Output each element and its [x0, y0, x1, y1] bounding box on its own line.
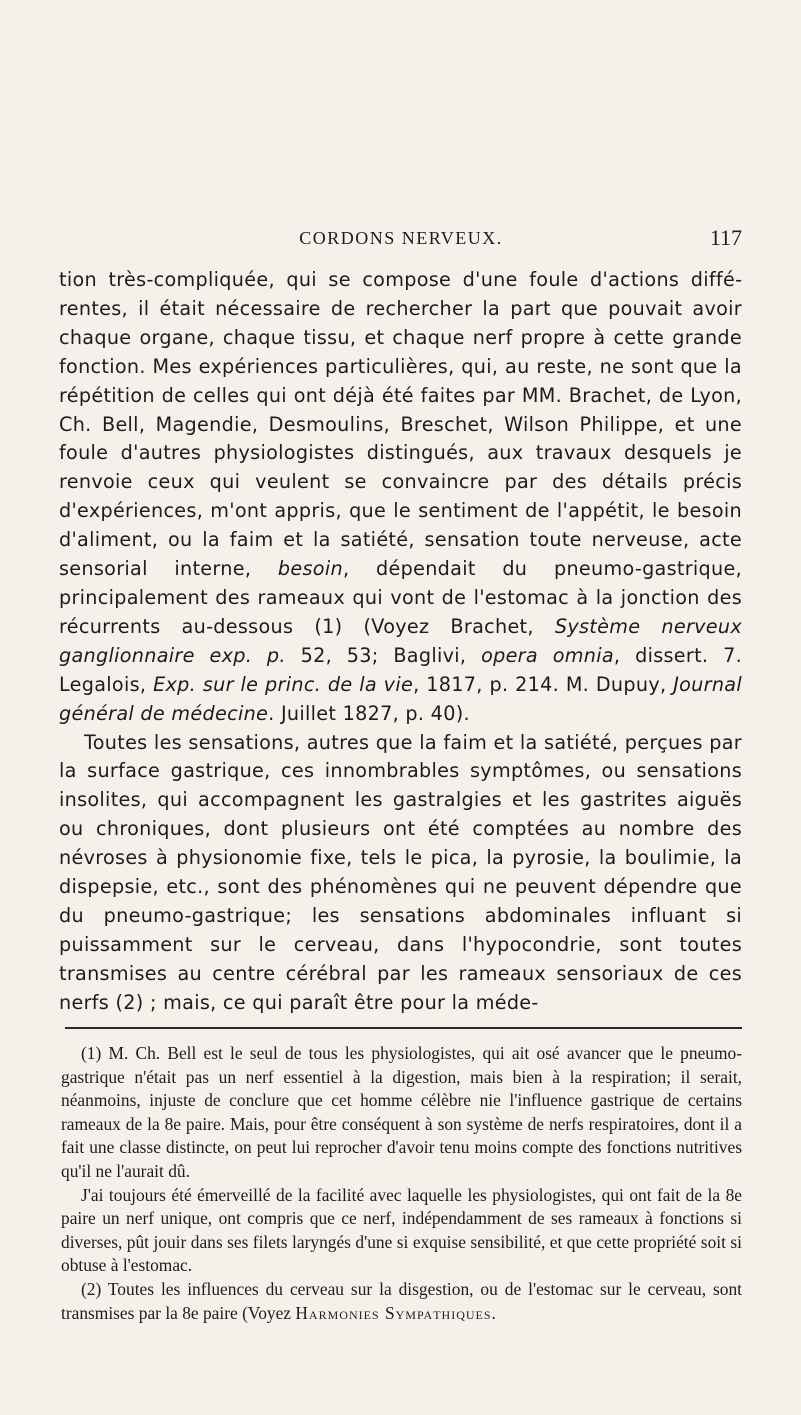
italic-title: Exp. sur le princ. de la vie	[153, 672, 414, 696]
italic-title: opera omnia	[481, 643, 614, 667]
text-run: .	[491, 1302, 496, 1323]
footnote-1-continued: J'ai toujours été émerveillé de la facilité avec laquelle les physiologistes, qui ont fait de la 8e paire un nerf unique, ont compris que ce nerf, indépendamment de ses rameaux à fonctions si diverses, pût jouir dans ses filets laryngés d'une si exquise sensibilité, et que cette propriété soit si obtuse à l'estomac.	[61, 1184, 742, 1276]
text-run: 52, 53; Baglivi,	[285, 643, 482, 667]
footnotes	[61, 1042, 742, 1325]
text-run: , dépendait du pneumo-gastrique, principalement des rameaux qui vont de l'estomac à la jonction des récurrents au-dessous (1) (Voyez Brachet,	[59, 557, 742, 638]
paragraph-1	[59, 266, 742, 729]
page-header	[60, 225, 742, 258]
footnote-1: (1) M. Ch. Bell est le seul de tous les physiologistes, qui ait osé avancer que le pneumo-gastrique n'était pas un nerf essentiel à la digestion, mais bien à la respiration; il serait, néanmoins, injuste de conclure que cet homme célèbre nie l'influence gastrique de certains rameaux de la 8e paire. Mais, pour être conséquent à son système de nerfs respiratoires, dont il a fait une classe distincte, on peut lui reprocher d'avoir tenu moins compte des fonctions nutritives qu'il ne l'aurait dû.	[61, 1043, 742, 1181]
footnote-rule	[65, 1027, 742, 1029]
page-number: 117	[709, 225, 742, 250]
italic-title: Système nerveux ganglionnaire exp. p.	[59, 614, 743, 667]
footnote-2	[61, 1278, 742, 1325]
italic-title: Journal général de médecine	[59, 672, 742, 725]
paragraph-2: Toutes les sensations, autres que la faim et la satiété, perçues par la surface gastrique, ces innombrables symptômes, ou sensations insolites, qui accompagnent les gastralgies et les gastrites aiguës ou chroniques, dont plusieurs ont été comptées au nombre des névroses à physionomie fixe, tels le pica, la pyrosie, la boulimie, la dispepsie, etc., sont des phénomènes qui ne peuvent dépendre que du pneumo-gastrique; les sensations abdominales influant si puissamment sur le cerveau, dans l'hypocondrie, sont toutes transmises au centre cérébral par les rameaux sensoriaux de ces nerfs (2) ; mais, ce qui paraît être pour la méde-	[59, 730, 742, 1014]
text-run: . Juillet 1827, p. 40).	[268, 701, 470, 725]
text-run: , dissert. 7. Legalois,	[59, 643, 743, 696]
italic-run: besoin	[277, 557, 343, 581]
main-text	[59, 266, 742, 1018]
running-title: CORDONS NERVEUX.	[299, 228, 503, 248]
text-run: , 1817, p. 214. M. Dupuy,	[413, 672, 674, 696]
text-run: (2) Toutes les influences du cerveau sur la disgestion, ou de l'estomac sur le cerveau, sont transmises par la 8e paire (Voyez	[61, 1278, 742, 1323]
smallcaps-title: Harmonies Sympathiques	[295, 1302, 492, 1323]
text-run: tion très-compliquée, qui se compose d'une foule d'actions différentes, il était nécessaire de rechercher la part que pouvait avoir chaque organe, chaque tissu, et chaque nerf propre à cette grande fonction. Mes expériences particulières, qui, au reste, ne sont que la répétition de celles qui ont déjà été faites par MM. Brachet, de Lyon, Ch. Bell, Magendie, Desmoulins, Breschet, Wilson Philippe, et une foule d'autres physiologistes distingués, aux travaux desquels je renvoie ceux qui veulent se convaincre par des détails précis d'expériences, m'ont appris, que le sentiment de l'appétit, le besoin d'aliment, ou la faim et la satiété, sensation toute nerveuse, acte sensorial interne,	[59, 268, 742, 581]
